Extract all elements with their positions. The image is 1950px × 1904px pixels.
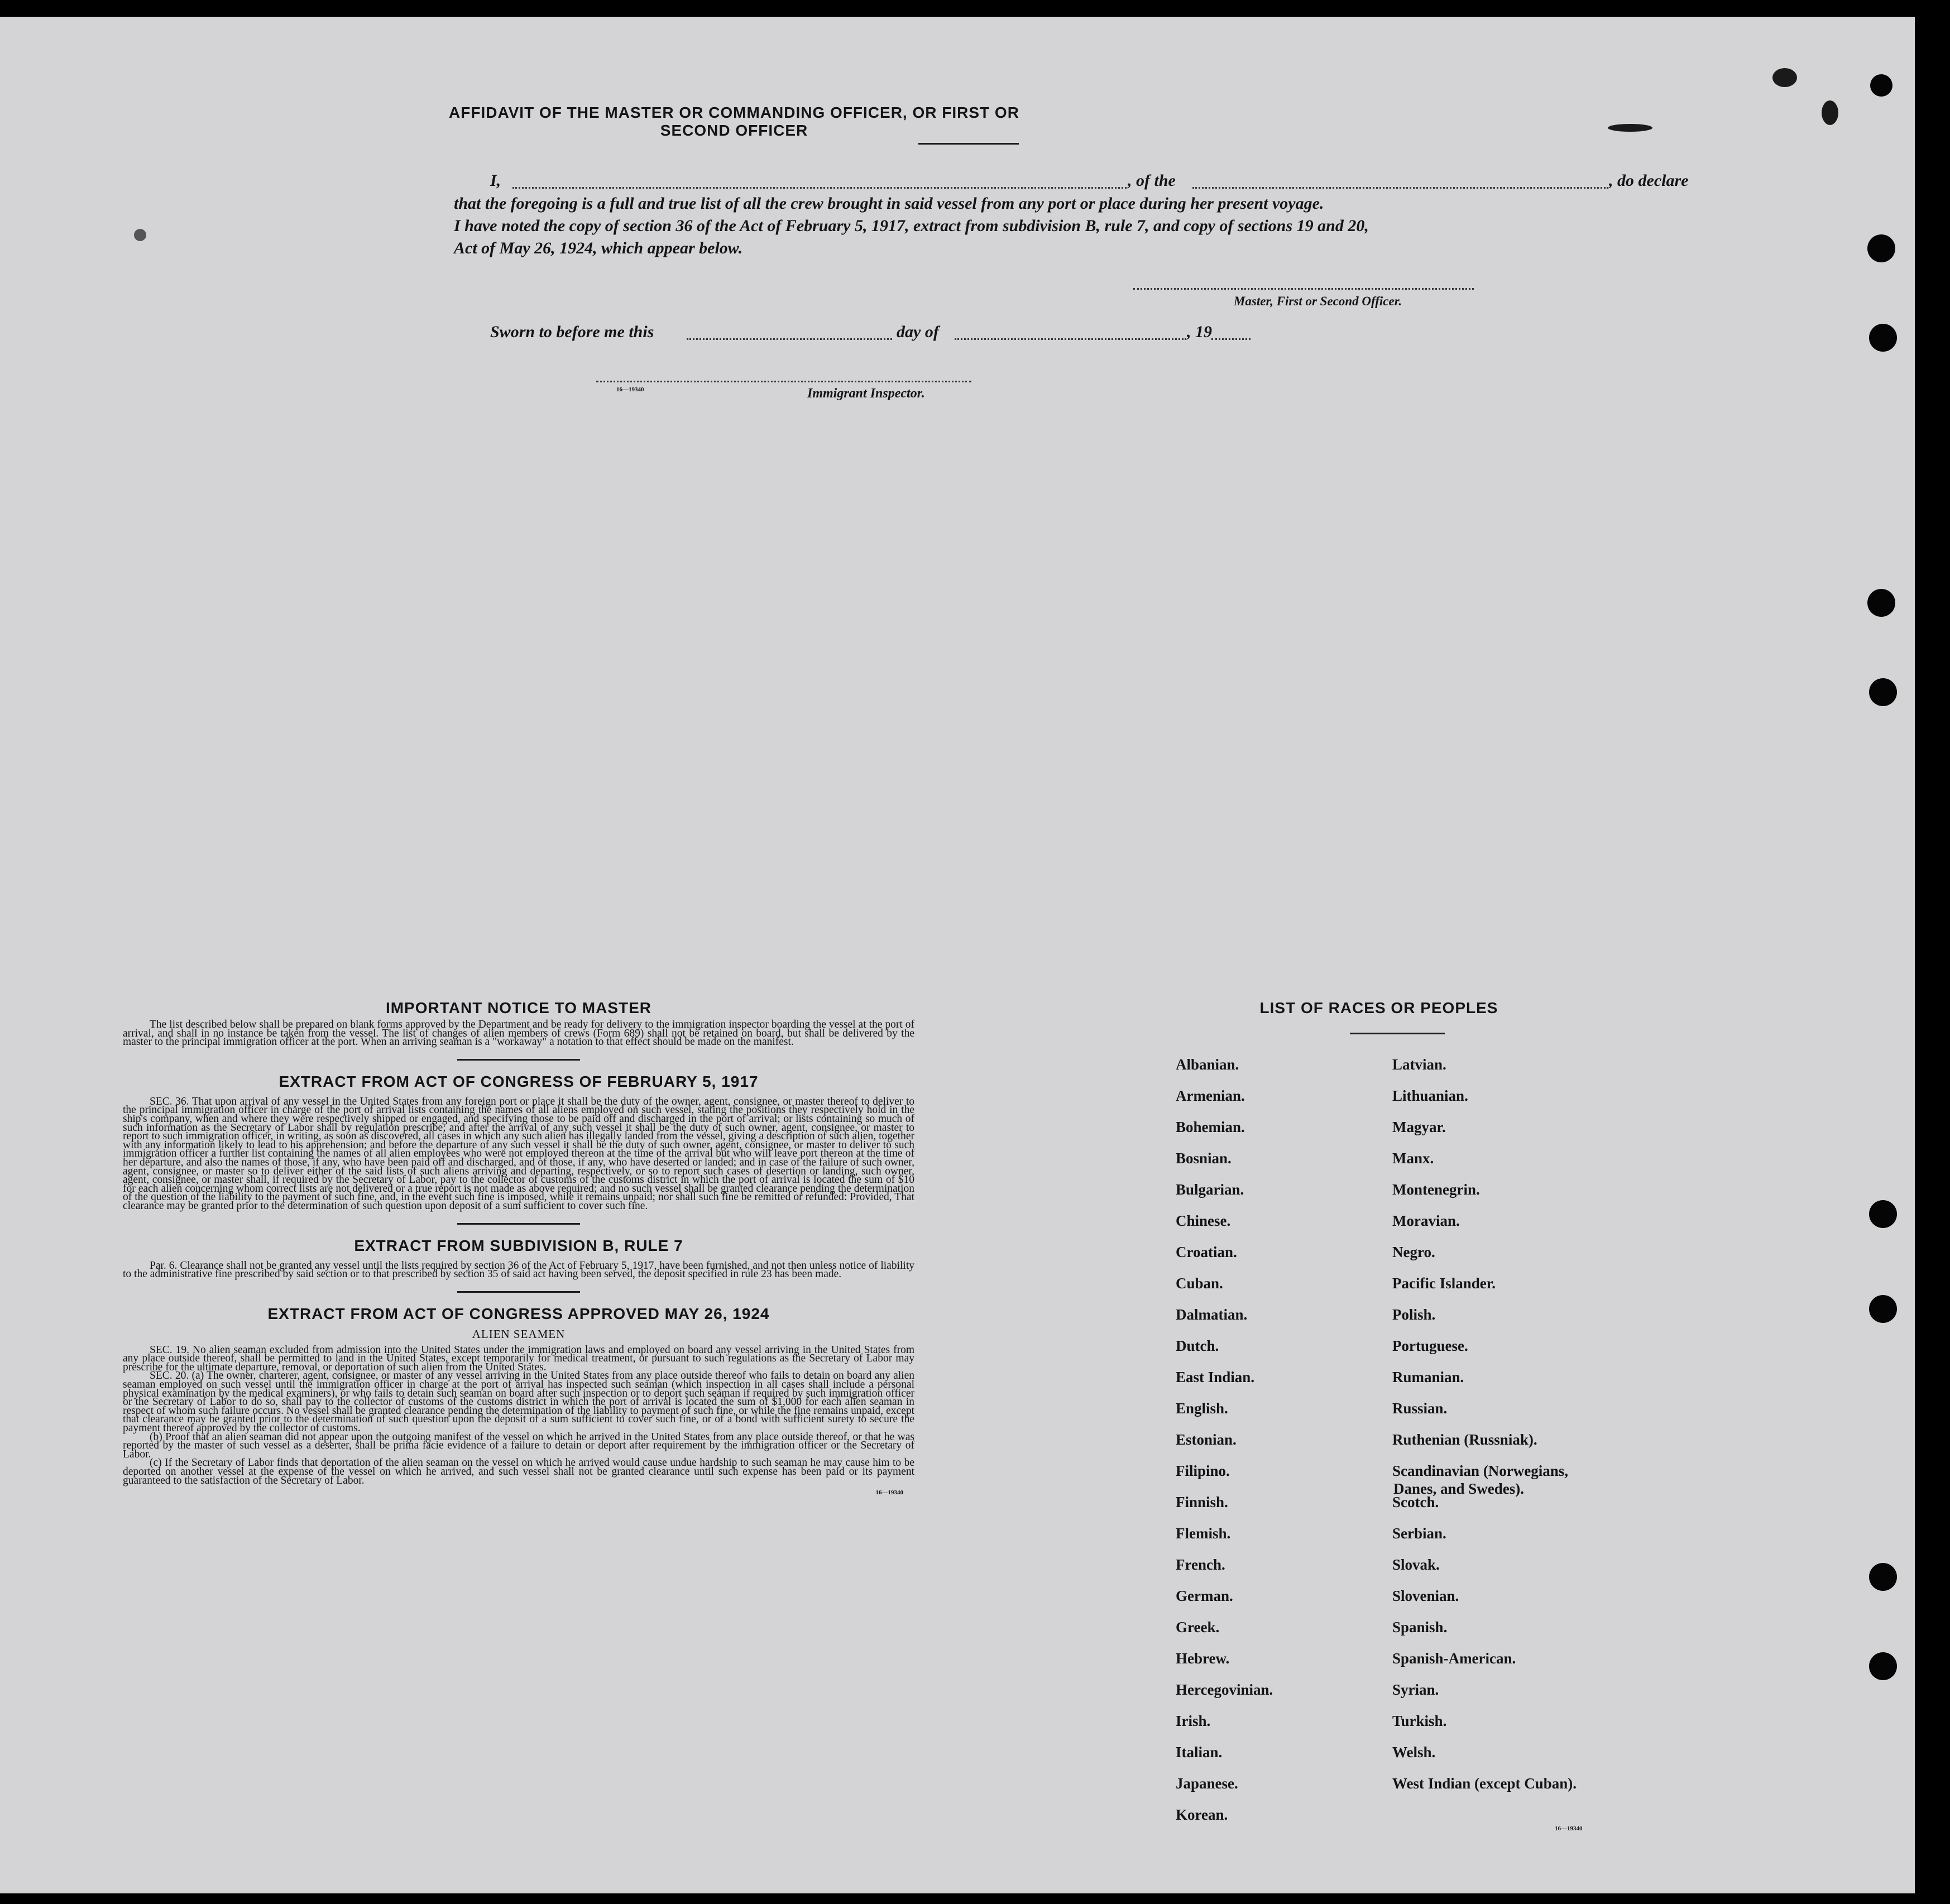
punch-hole [1869,1295,1897,1323]
race-item: Scotch. [1392,1494,1439,1510]
race-item: German. [1176,1588,1233,1604]
declare-label: , do declare [1609,171,1689,190]
document-page [0,17,1915,1893]
race-item: Bulgarian. [1176,1181,1244,1198]
race-item: Croatian. [1176,1244,1237,1260]
race-item: Dutch. [1176,1337,1219,1354]
race-item: Polish. [1392,1306,1436,1323]
sworn-year-blank [1211,338,1251,340]
vessel-blank [1192,187,1608,189]
punch-hole [1869,1200,1897,1228]
sworn-label: Sworn to before me this [490,323,654,341]
race-item: Rumanian. [1392,1369,1464,1385]
punch-hole [1869,678,1897,706]
sec19-text: SEC. 19. No alien seaman excluded from admission into the United States under the immigration laws and employed on board any vessel arriving in the United States from any place outside thereof, shall be permitted to land in the United States, except temporarily for medical treatment, or pursuant to such regulations as the Secretary of Labor may prescribe for the ultimate departure, removal, or deportation of such alien from the United States. [123,1344,914,1373]
extract-rule7-title: EXTRACT FROM SUBDIVISION B, RULE 7 [354,1236,683,1254]
race-item: Ruthenian (Russniak). [1392,1431,1537,1448]
race-item: Manx. [1392,1150,1434,1167]
races-title: LIST OF RACES OR PEOPLES [1259,999,1498,1016]
race-item: Negro. [1392,1244,1435,1260]
of-the-label: , of the [1128,171,1176,190]
race-item: Estonian. [1176,1431,1237,1448]
race-item: East Indian. [1176,1369,1255,1385]
race-item: Danes, and Swedes). [1393,1480,1525,1497]
race-item: Spanish. [1392,1619,1448,1636]
race-item: Serbian. [1392,1525,1446,1542]
notice-title: IMPORTANT NOTICE TO MASTER [385,999,652,1016]
race-item: English. [1176,1400,1228,1417]
affidavit-line4: Act of May 26, 1924, which appear below. [454,239,743,257]
divider [457,1059,580,1061]
race-item: Spanish-American. [1392,1650,1516,1667]
race-item: Montenegrin. [1392,1181,1480,1198]
divider [457,1291,580,1293]
race-item: Bohemian. [1176,1119,1245,1135]
inspector-label: Immigrant Inspector. [807,386,925,401]
sec20b-text: (b) Proof that an alien seaman did not appear upon the outgoing manifest of the vessel on which he arrived in the United States from any place outside thereof, or that he was reported by the master of such vessel as a deserter, shall be prima facie evidence of a failure to detain or deport after requirement by the immigration officer or the Secretary of Labor. [123,1431,914,1460]
race-item: Russian. [1392,1400,1448,1417]
affidavit-i-label: I, [490,171,501,190]
master-signature-label: Master, First or Second Officer. [1234,294,1402,308]
divider [918,143,1019,145]
race-item: Magyar. [1392,1119,1446,1135]
race-item: Filipino. [1176,1462,1230,1479]
name-blank [512,187,1127,189]
race-item: Greek. [1176,1619,1220,1636]
notice-text: The list described below shall be prepared on blank forms approved by the Department and be ready for delivery to the immigration inspector boarding the vessel at the port of arrival, and shall in no instance be taken from the vessel. The list of changes of alien members of crews (Form 689) shall not be retained on board, but shall be delivered by the master to the principal immigration officer at the port. When an arriving seaman is a "workaway" a notation to that effect should be made on the manifest. [123,1019,914,1048]
sec20a-text: SEC. 20. (a) The owner, charterer, agent, consignee, or master of any vessel arriving in the United States from any place outside thereof who fails to detain on board any alien seaman employed on such vessel until the immigration officer in charge at the port of arrival has inspected such seaman (which inspection in all cases shall include a personal physical examination by the medical examiners), or who fails to detain such seaman on board after such inspection or to deport such seaman if required by such immigration officer or the Secretary of Labor to do so, shall pay to the collector of customs of the customs district in which the port of arrival is located the sum of $1,000 for each alien seaman in respect of whom such failure occurs. No vessel shall be granted clearance pending the determination of the liability to payment of such fine, or while the fine remains unpaid, except that clearance may be granted prior to the determination of such question upon the deposit of a sum sufficient to cover such fine, or of a bond with sufficient surety to secure the payment thereof approved by the collector of customs. [123,1370,914,1435]
race-item: Flemish. [1176,1525,1231,1542]
punch-hole [1869,1652,1897,1680]
races-form-number: 16—19340 [1555,1825,1583,1832]
extract-1917-title: EXTRACT FROM ACT OF CONGRESS OF FEBRUARY 5, 1917 [279,1072,759,1090]
sworn-day-blank [687,338,892,340]
punch-hole [1870,74,1892,97]
race-item: Cuban. [1176,1275,1223,1292]
affidavit-line2: that the foregoing is a full and true list of all the crew brought in said vessel from any port or place during her present voyage. [454,194,1324,213]
sworn-month-blank [955,338,1186,340]
race-item: Moravian. [1392,1212,1460,1229]
notices-column [123,999,914,1496]
race-item: Japanese. [1176,1775,1238,1792]
race-item: Scandinavian (Norwegians, [1392,1462,1569,1479]
affidavit-title: AFFIDAVIT OF THE MASTER OR COMMANDING OFFICER, OR FIRST OR SECOND OFFICER [449,104,1019,139]
affidavit-line1 [490,171,1689,194]
race-item: Korean. [1176,1806,1228,1823]
race-item: Hebrew. [1176,1650,1230,1667]
race-item: Albanian. [1176,1056,1239,1073]
race-item: Bosnian. [1176,1150,1232,1167]
affidavit-line3: I have noted the copy of section 36 of the Act of February 5, 1917, extract from subdivision B, rule 7, and copy of sections 19 and 20, [454,217,1369,235]
race-item: Latvian. [1392,1056,1446,1073]
extract-form-number: 16—19340 [875,1489,903,1497]
alien-seamen-subtitle: ALIEN SEAMEN [472,1327,566,1341]
divider [457,1223,580,1225]
race-item: French. [1176,1556,1225,1573]
race-item: Syrian. [1392,1681,1439,1698]
punch-hole [1867,234,1895,262]
affidavit-form-number: 16—19340 [616,386,644,393]
punch-hole [1867,589,1895,617]
race-item: Finnish. [1176,1494,1228,1510]
race-item: West Indian (except Cuban). [1392,1775,1577,1792]
race-item: Hercegovinian. [1176,1681,1273,1698]
punch-hole [1869,1563,1897,1591]
race-item: Slovak. [1392,1556,1440,1573]
race-item: Chinese. [1176,1212,1231,1229]
sec20c-text: (c) If the Secretary of Labor finds that deportation of the alien seaman on the vessel on which he arrived would cause undue hardship to such seaman he may cause him to be deported on another vessel at the expense of the vessel on which he arrived, and such vessel shall not be granted clearance until such expense has been paid or its payment guaranteed to the satisfaction of the Secretary of Labor. [123,1457,914,1486]
extract-1924-title: EXTRACT FROM ACT OF CONGRESS APPROVED MAY 26, 1924 [267,1304,770,1322]
year-label: , 19 [1187,323,1212,341]
inspector-signature-blank [596,381,971,382]
extract-rule7-text: Par. 6. Clearance shall not be granted any vessel until the lists required by section 36 of the Act of February 5, 1917, have been furnished, and not then unless notice of liability to the administrative fine prescribed by said section or to that prescribed by section 35 of said act having been served, the deposit specified in rule 23 has been made. [123,1259,914,1280]
race-item: Dalmatian. [1176,1306,1248,1323]
race-item: Lithuanian. [1392,1087,1468,1104]
extract-1917-text: SEC. 36. That upon arrival of any vessel in the United States from any foreign port or place it shall be the duty of the owner, agent, consignee, or master thereof to deliver to the principal immigration officer in charge of the port of arrival lists containing the names of all aliens employed on such vessel, stating the positions they respectively hold in the ship's company, when and where they were respectively shipped or engaged, and specifying those to be paid off and discharged in the port of arrival; or lists containing so much of such information as the Secretary of Labor shall by regulation prescribe; and after the arrival of any such vessel it shall be the duty of such owner, agent, consignee, or master to report to such immigration officer, in writing, as soon as discovered, all cases in which any such alien has illegally landed from the vessel, giving a description of such alien, together with any information likely to lead to his apprehension; and before the departure of any such vessel it shall be the duty of such owner, agent, consignee, or master to deliver to such immigration officer a further list containing the names of all alien employees who were not employed thereon at the time of the arrival but who will leave port thereon at the time of her departure, and also the names of those, if any, who have been paid off and discharged, and of those, if any, who have deserted or landed; and in case of the failure of such owner, agent, consignee, or master so to deliver either of the said lists of such aliens arriving and departing, respectively, or so to report such cases of desertion or landing, such owner, agent, consignee, or master shall, if required by the Secretary of Labor, pay to the collector of customs of the customs district in which the port of arrival is located the sum of $10 for each alien concerning whom correct lists are not delivered or a true report is not made as above required; and no such vessel shall be granted clearance pending the determination of the question of the liability to the payment of such fine, and, in the event such fine is imposed, while it remains unpaid; nor shall such fine be remitted or refunded: Provided, That clearance may be granted prior to the determination of such question upon deposit of a sum sufficient to cover such fine. [123,1095,914,1212]
race-item: Pacific Islander. [1392,1275,1496,1292]
race-item: Turkish. [1392,1713,1447,1729]
sworn-line [490,323,1272,345]
race-item: Italian. [1176,1744,1223,1761]
punch-hole [1869,324,1897,352]
ink-speck [134,229,146,241]
master-signature-blank [1133,288,1474,290]
ink-speck [1772,68,1797,87]
ink-speck [1608,124,1652,132]
divider [1350,1033,1445,1034]
race-item: Portuguese. [1392,1337,1468,1354]
ink-speck [1822,100,1838,125]
race-item: Armenian. [1176,1087,1245,1104]
race-item: Slovenian. [1392,1588,1459,1604]
day-of-label: day of [897,323,939,341]
race-item: Irish. [1176,1713,1211,1729]
race-item: Welsh. [1392,1744,1436,1761]
